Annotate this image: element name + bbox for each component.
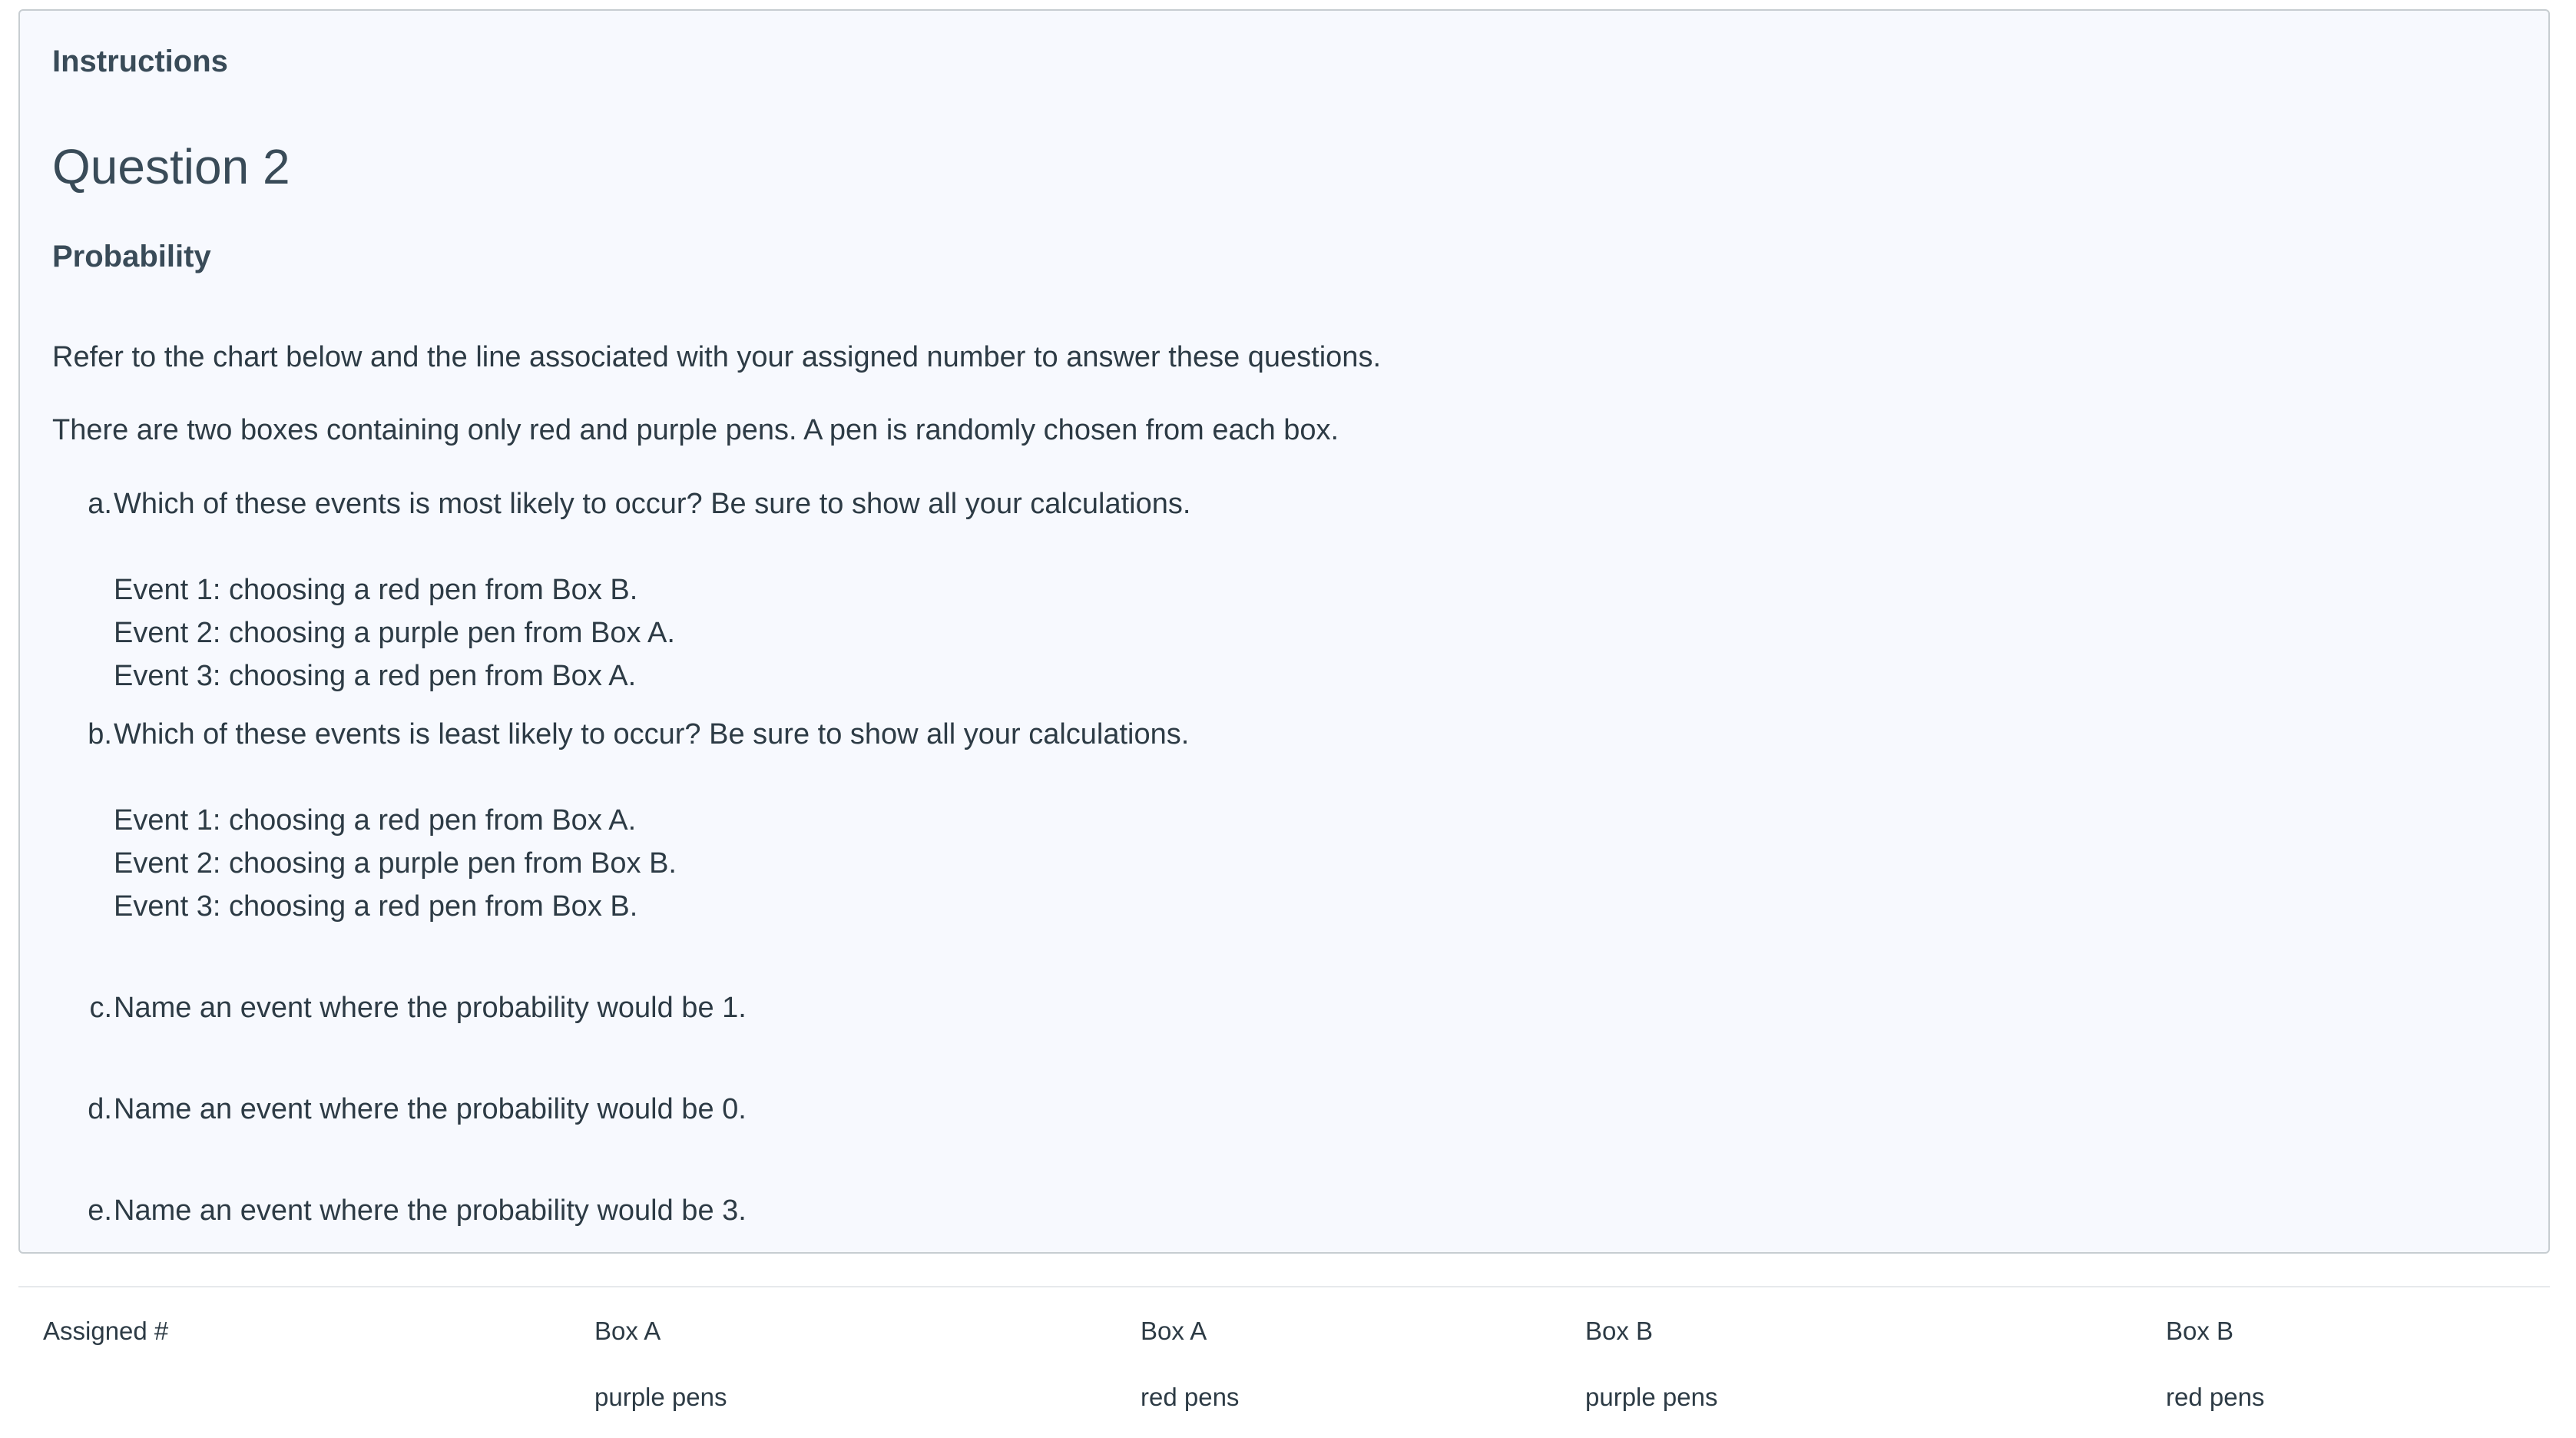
table-header-box-a-2: Box A <box>1141 1317 1207 1345</box>
question-e-marker: e. <box>88 1194 112 1227</box>
table-subheader-red-b: red pens <box>2166 1383 2265 1411</box>
table-subheader-purple-a: purple pens <box>594 1383 727 1411</box>
question-d-text: Name an event where the probability would be 0. <box>114 1093 747 1125</box>
table-divider <box>18 1286 2550 1287</box>
question-a-event-3: Event 3: choosing a red pen from Box A. <box>114 660 637 692</box>
table-header-box-a-1: Box A <box>594 1317 661 1345</box>
instructions-panel <box>18 9 2550 1254</box>
question-a-event-1: Event 1: choosing a red pen from Box B. <box>114 574 638 606</box>
table-subheader-purple-b: purple pens <box>1585 1383 1718 1411</box>
question-c-marker: c. <box>89 992 112 1024</box>
instructions-heading: Instructions <box>52 45 228 78</box>
question-b-event-1: Event 1: choosing a red pen from Box A. <box>114 804 637 837</box>
question-a-marker: a. <box>88 488 112 520</box>
question-b-event-2: Event 2: choosing a purple pen from Box B. <box>114 847 677 880</box>
question-b-marker: b. <box>88 718 112 750</box>
question-b-event-3: Event 3: choosing a red pen from Box B. <box>114 890 638 923</box>
table-header-box-b-2: Box B <box>2166 1317 2234 1345</box>
question-title: Question 2 <box>52 139 290 194</box>
question-d-marker: d. <box>88 1093 112 1125</box>
subheading-probability: Probability <box>52 240 211 273</box>
table-subheader-red-a: red pens <box>1141 1383 1240 1411</box>
table-header-box-b-1: Box B <box>1585 1317 1654 1345</box>
intro-paragraph-1: Refer to the chart below and the line associated with your assigned number to answer these questions. <box>52 341 1382 373</box>
table-header-assigned: Assigned # <box>43 1317 169 1345</box>
intro-paragraph-2: There are two boxes containing only red and purple pens. A pen is randomly chosen from each box. <box>52 414 1339 446</box>
question-e-text: Name an event where the probability would be 3. <box>114 1194 747 1227</box>
question-b-text: Which of these events is least likely to occur? Be sure to show all your calculations. <box>114 718 1190 750</box>
question-a-text: Which of these events is most likely to occur? Be sure to show all your calculations. <box>114 488 1191 520</box>
question-a-event-2: Event 2: choosing a purple pen from Box A. <box>114 617 675 649</box>
question-c-text: Name an event where the probability would be 1. <box>114 992 747 1024</box>
